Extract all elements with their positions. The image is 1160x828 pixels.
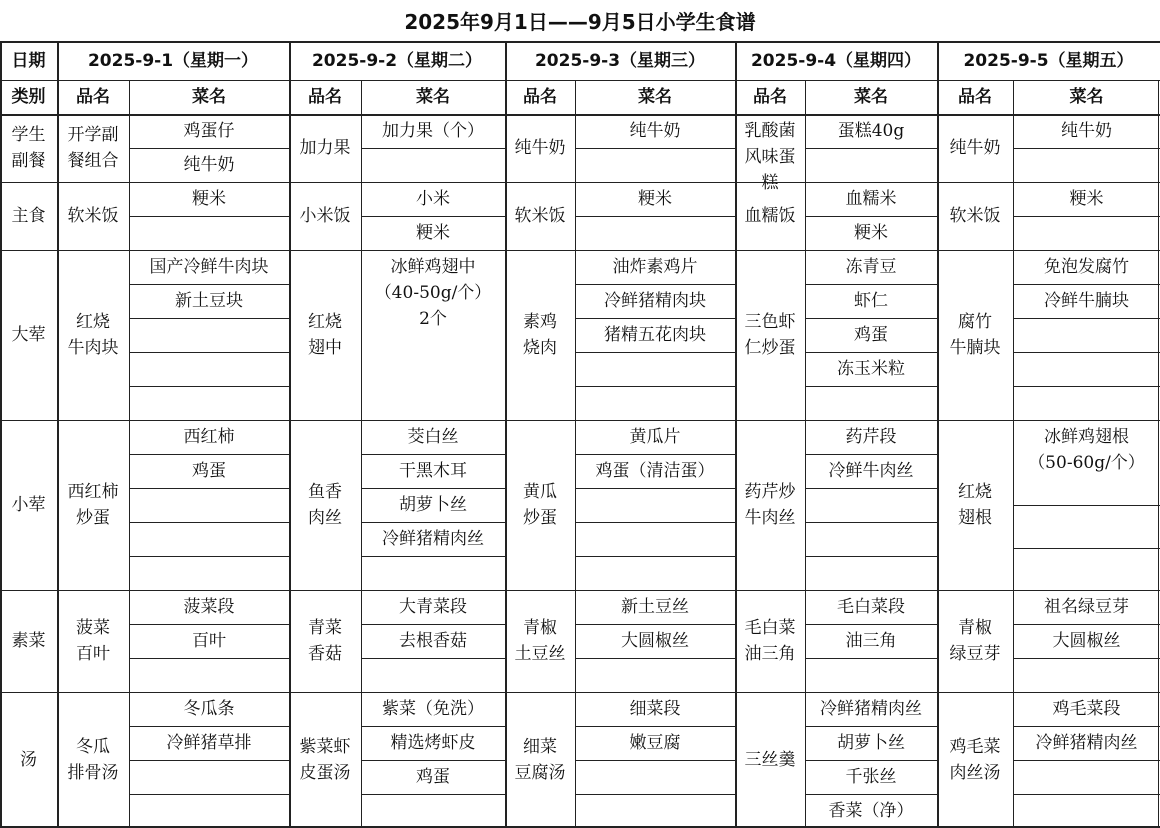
ingredient-cell: 精选烤虾皮	[390, 733, 476, 753]
category-label: 素菜	[11, 631, 46, 651]
ingredient-cell	[361, 148, 505, 182]
ingredient-cell: 粳米	[416, 223, 450, 243]
ingredient-cell	[1013, 794, 1160, 828]
ingredient-cell: 大圆椒丝	[1052, 631, 1121, 651]
ingredient-cell	[129, 352, 289, 386]
ingredient-cell	[129, 522, 289, 556]
dish-name: 三色虾 仁炒蛋	[744, 312, 796, 358]
grid-line	[0, 590, 1160, 591]
ingredient-cell: 胡萝卜丝	[399, 495, 467, 515]
grid-line	[361, 80, 362, 828]
ingredient-cell	[575, 760, 735, 794]
ingredient-cell: 粳米	[192, 189, 226, 209]
ingredient-cell	[575, 216, 735, 250]
ingredient-cell: 冷鲜牛腩块	[1044, 291, 1129, 311]
ingredient-cell	[1013, 658, 1160, 692]
ingredient-cell: 百叶	[192, 631, 226, 651]
ingredient-cell: 细菜段	[629, 699, 681, 719]
ingredient-cell	[805, 556, 937, 590]
ingredient-cell: 黄瓜片	[629, 427, 681, 447]
dish-name: 纯牛奶	[514, 138, 566, 158]
ingredient-cell: 鸡蛋仔	[183, 121, 235, 141]
dish-name: 软米饭	[514, 206, 566, 226]
grid-line	[0, 41, 1160, 43]
grid-line	[0, 41, 2, 828]
ingredient-cell	[805, 522, 937, 556]
dish-name: 黄瓜 炒蛋	[523, 482, 557, 528]
dish-name: 三丝羹	[744, 750, 796, 770]
ingredient-cell: 猪精五花肉块	[604, 325, 706, 345]
ingredient-cell: 国产冷鲜牛肉块	[149, 257, 269, 277]
ingredient-cell: 粳米	[1069, 189, 1104, 209]
ingredient-cell: 毛白菜段	[837, 597, 905, 617]
page-title: 2025年9月1日——9月5日小学生食谱	[404, 10, 756, 34]
ingredient-cell	[129, 386, 289, 420]
ingredient-cell: 大圆椒丝	[621, 631, 689, 651]
ingredient-cell: 油炸素鸡片	[612, 257, 698, 277]
ingredient-cell: 冰鲜鸡翅中 （40-50g/个） 2个	[374, 257, 492, 329]
ingredient-cell	[361, 658, 505, 692]
ingredient-cell	[805, 488, 937, 522]
ingredient-cell: 冷鲜猪精肉块	[604, 291, 706, 311]
dish-name: 加力果	[299, 138, 351, 158]
dish-name: 西红柿 炒蛋	[67, 482, 119, 528]
ingredient-cell: 千张丝	[845, 767, 897, 787]
ingredient-cell: 冷鲜猪草排	[166, 733, 252, 753]
grid-line	[505, 41, 507, 828]
dish-name: 腐竹 牛腩块	[949, 312, 1001, 358]
ingredient-cell: 鸡蛋	[416, 767, 450, 787]
grid-line	[937, 41, 939, 828]
ingredient-cell	[361, 556, 505, 590]
ingredient-cell: 冬瓜条	[183, 699, 235, 719]
ingredient-header: 菜名	[416, 87, 450, 107]
category-label: 学生 副餐	[11, 125, 46, 171]
ingredient-cell	[575, 522, 735, 556]
ingredient-cell	[575, 794, 735, 828]
dish-name: 菠菜 百叶	[76, 618, 110, 664]
ingredient-cell	[1013, 760, 1160, 794]
ingredient-cell: 蛋糕40g	[837, 121, 905, 141]
day-header: 2025-9-5（星期五）	[963, 50, 1134, 71]
ingredient-cell	[1013, 216, 1160, 250]
ingredient-header: 菜名	[854, 87, 888, 107]
ingredient-cell	[575, 386, 735, 420]
day-header: 2025-9-2（星期二）	[311, 50, 483, 71]
ingredient-cell	[1013, 505, 1160, 548]
ingredient-cell: 鸡蛋（清洁蛋）	[595, 461, 715, 481]
dish-name: 紫菜虾 皮蛋汤	[299, 737, 351, 783]
dish-name: 红烧 牛肉块	[67, 312, 119, 358]
ingredient-cell: 冷鲜猪精肉丝	[382, 529, 484, 549]
dish-name: 细菜 豆腐汤	[514, 737, 566, 783]
dish-name: 素鸡 烧肉	[523, 312, 557, 358]
dish-name: 红烧 翅中	[308, 312, 342, 358]
grid-line	[57, 41, 59, 828]
ingredient-cell: 鸡蛋	[854, 325, 888, 345]
grid-line	[129, 80, 130, 828]
grid-line	[1013, 80, 1014, 828]
ingredient-cell: 冷鲜猪精肉丝	[1035, 733, 1138, 753]
ingredient-cell	[129, 318, 289, 352]
dish-name: 小米饭	[299, 206, 351, 226]
dish-name-header: 品名	[308, 87, 342, 107]
ingredient-cell	[805, 658, 937, 692]
ingredient-header: 菜名	[638, 87, 672, 107]
dish-name: 鱼香 肉丝	[308, 482, 342, 528]
category-label: 汤	[20, 750, 37, 770]
ingredient-cell	[129, 794, 289, 828]
grid-line	[0, 80, 1160, 81]
ingredient-cell: 西红柿	[183, 427, 235, 447]
ingredient-cell	[575, 556, 735, 590]
ingredient-cell: 鸡蛋	[192, 461, 226, 481]
ingredient-cell	[1013, 148, 1160, 182]
dish-name: 红烧 翅根	[958, 482, 992, 528]
dish-name: 青菜 香菇	[308, 618, 342, 664]
ingredient-cell: 油三角	[845, 631, 897, 651]
dish-name: 乳酸菌 风味蛋 糕	[744, 121, 796, 193]
ingredient-cell	[1013, 386, 1160, 420]
ingredient-cell: 新土豆块	[175, 291, 243, 311]
dish-name: 冬瓜 排骨汤	[67, 737, 119, 783]
ingredient-cell: 冷鲜牛肉丝	[828, 461, 914, 481]
ingredient-cell: 大青菜段	[399, 597, 467, 617]
ingredient-cell: 嫩豆腐	[629, 733, 681, 753]
dish-name: 青椒 绿豆芽	[949, 618, 1001, 664]
grid-line	[0, 114, 1160, 116]
dish-name: 血糯饭	[744, 206, 796, 226]
dish-name-header: 品名	[523, 87, 557, 107]
day-header: 2025-9-4（星期四）	[750, 50, 922, 71]
ingredient-cell	[575, 148, 735, 182]
grid-line	[735, 41, 737, 828]
ingredient-cell: 香菜（净）	[828, 801, 914, 821]
ingredient-cell	[361, 794, 505, 828]
dish-name-header: 品名	[76, 87, 110, 107]
ingredient-header: 菜名	[192, 87, 226, 107]
category-label: 小荤	[11, 495, 46, 515]
category-label: 大荤	[11, 325, 46, 345]
ingredient-cell	[575, 488, 735, 522]
date-header: 日期	[11, 50, 46, 71]
ingredient-cell: 菠菜段	[183, 597, 235, 617]
ingredient-cell: 粳米	[854, 223, 888, 243]
ingredient-cell: 冷鲜猪精肉丝	[820, 699, 922, 719]
grid-line	[805, 80, 806, 828]
category-label: 主食	[11, 206, 46, 226]
ingredient-cell: 祖名绿豆芽	[1044, 597, 1129, 617]
ingredient-cell: 干黑木耳	[399, 461, 467, 481]
ingredient-cell	[1013, 548, 1160, 590]
dish-name: 软米饭	[949, 206, 1001, 226]
ingredient-cell: 虾仁	[854, 291, 888, 311]
grid-line	[289, 41, 291, 828]
ingredient-cell: 免泡发腐竹	[1044, 257, 1129, 277]
ingredient-cell: 血糯米	[845, 189, 897, 209]
ingredient-cell: 纯牛奶	[1061, 121, 1112, 141]
day-header: 2025-9-3（星期三）	[534, 50, 706, 71]
grid-line	[575, 80, 576, 828]
ingredient-cell: 小米	[416, 189, 450, 209]
ingredient-cell: 纯牛奶	[629, 121, 681, 141]
ingredient-cell: 粳米	[638, 189, 672, 209]
dish-name: 纯牛奶	[949, 138, 1001, 158]
ingredient-cell: 加力果（个）	[382, 121, 484, 141]
ingredient-cell	[805, 386, 937, 420]
category-header: 类别	[11, 87, 46, 107]
dish-name: 青椒 土豆丝	[514, 618, 566, 664]
ingredient-cell: 茭白丝	[407, 427, 459, 447]
ingredient-cell: 去根香菇	[399, 631, 467, 651]
dish-name: 鸡毛菜 肉丝汤	[949, 737, 1001, 783]
grid-line	[0, 420, 1160, 421]
grid-line	[1158, 80, 1159, 828]
dish-name: 软米饭	[67, 206, 119, 226]
grid-line	[0, 250, 1160, 251]
ingredient-header: 菜名	[1069, 87, 1104, 107]
ingredient-cell	[805, 148, 937, 182]
ingredient-cell	[1013, 352, 1160, 386]
grid-line	[0, 182, 1160, 183]
ingredient-cell: 冻青豆	[845, 257, 897, 277]
ingredient-cell: 鸡毛菜段	[1052, 699, 1121, 719]
dish-name: 毛白菜 油三角	[744, 618, 796, 664]
ingredient-cell	[129, 488, 289, 522]
dish-name: 开学副 餐组合	[67, 125, 119, 171]
ingredient-cell: 药芹段	[845, 427, 897, 447]
ingredient-cell	[575, 658, 735, 692]
ingredient-cell: 胡萝卜丝	[837, 733, 905, 753]
ingredient-cell: 冰鲜鸡翅根 （50-60g/个）	[1028, 427, 1145, 473]
ingredient-cell: 紫菜（免洗）	[382, 699, 484, 719]
dish-name-header: 品名	[958, 87, 992, 107]
dish-name: 药芹炒 牛肉丝	[744, 482, 796, 528]
ingredient-cell	[129, 216, 289, 250]
ingredient-cell: 纯牛奶	[183, 155, 235, 175]
ingredient-cell	[129, 760, 289, 794]
ingredient-cell	[1013, 318, 1160, 352]
ingredient-cell: 冻玉米粒	[837, 359, 905, 379]
ingredient-cell	[575, 352, 735, 386]
grid-line	[0, 692, 1160, 693]
ingredient-cell: 新土豆丝	[621, 597, 689, 617]
ingredient-cell	[129, 658, 289, 692]
ingredient-cell	[129, 556, 289, 590]
day-header: 2025-9-1（星期一）	[87, 50, 259, 71]
dish-name-header: 品名	[753, 87, 787, 107]
